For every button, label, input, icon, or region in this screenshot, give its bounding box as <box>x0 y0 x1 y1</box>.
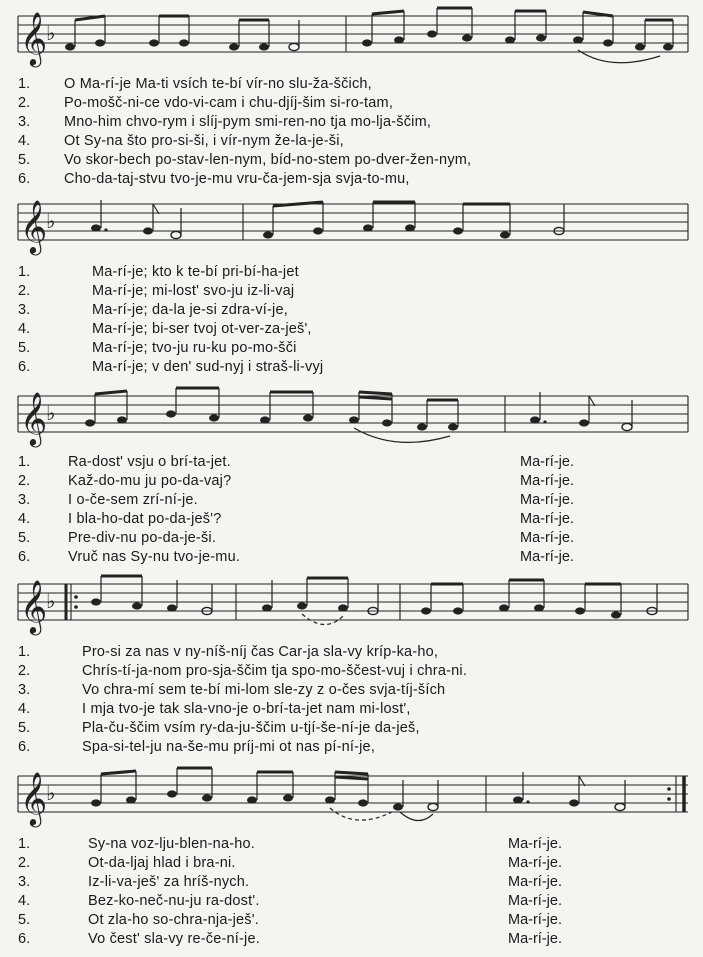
verse-line <box>0 170 703 189</box>
lyric-text: Cho-da-taj-stvu tvo-je-mu vru-ča-jem-sja svja-to-mu, <box>64 171 410 187</box>
refrain-text: Ma-rí-je. <box>508 855 562 871</box>
svg-text:♭: ♭ <box>46 209 56 233</box>
lyric-text: Vo chra-mí sem te-bí mi-lom sle-zy z o-čes svja-tíj-ších <box>82 682 446 698</box>
verse-number: 5. <box>18 152 31 168</box>
verse-number: 1. <box>18 454 31 470</box>
staff-4 <box>0 568 703 638</box>
lyric-text: I bla-ho-dat po-da-ješ'? <box>68 511 222 527</box>
verse-number: 2. <box>18 855 31 871</box>
refrain-text: Ma-rí-je. <box>520 454 574 470</box>
verse-number: 6. <box>18 739 31 755</box>
svg-text:♭: ♭ <box>46 21 56 45</box>
staff-notation-2 <box>0 190 703 258</box>
lyric-text: Ot zla-ho so-chra-nja-ješ'. <box>88 912 259 928</box>
verse-line <box>0 301 703 320</box>
staff-notation-5 <box>0 762 703 830</box>
lyric-text: Iz-li-va-ješ' za hríš-nych. <box>88 874 250 890</box>
verse-line <box>0 643 703 662</box>
svg-text:𝄞: 𝄞 <box>20 579 48 633</box>
verse-line <box>0 892 703 911</box>
verse-number: 2. <box>18 473 31 489</box>
verse-number: 2. <box>18 95 31 111</box>
verse-line <box>0 719 703 738</box>
verse-line <box>0 491 703 510</box>
verse-number: 5. <box>18 720 31 736</box>
verse-line <box>0 681 703 700</box>
verse-line <box>0 282 703 301</box>
verse-number: 3. <box>18 302 31 318</box>
lyric-text: Ma-rí-je; kto k te-bí pri-bí-ha-jet <box>92 264 299 280</box>
refrain-text: Ma-rí-je. <box>508 874 562 890</box>
refrain-text: Ma-rí-je. <box>508 836 562 852</box>
refrain-text: Ma-rí-je. <box>508 931 562 947</box>
lyric-text: Pro-si za nas v ny-níš-níj čas Car-ja sla-vy kríp-ka-ho, <box>82 644 439 660</box>
verse-number: 3. <box>18 682 31 698</box>
verse-line <box>0 453 703 472</box>
lyric-text: Ma-rí-je; tvo-ju ru-ku po-mo-šči <box>92 340 297 356</box>
refrain-text: Ma-rí-je. <box>520 549 574 565</box>
svg-text:𝄞: 𝄞 <box>20 199 48 253</box>
verse-number: 2. <box>18 663 31 679</box>
staff-3 <box>0 380 703 448</box>
lyric-text: Po-mošč-ni-ce vdo-vi-cam i chu-djíj-šim si-ro-tam, <box>64 95 394 111</box>
verse-number: 4. <box>18 893 31 909</box>
lyric-text: I o-če-sem zrí-ní-je. <box>68 492 198 508</box>
verse-number: 3. <box>18 492 31 508</box>
verse-line <box>0 151 703 170</box>
staff-2 <box>0 190 703 258</box>
lyric-text: Sy-na voz-lju-blen-na-ho. <box>88 836 255 852</box>
lyrics-block-1 <box>0 75 703 189</box>
svg-text:♭: ♭ <box>46 781 56 805</box>
lyric-text: Ma-rí-je; v den' sud-nyj i straš-li-vyj <box>92 359 324 375</box>
verse-line <box>0 873 703 892</box>
verse-number: 6. <box>18 171 31 187</box>
verse-line <box>0 529 703 548</box>
verse-number: 1. <box>18 836 31 852</box>
lyrics-block-2 <box>0 263 703 377</box>
lyrics-block-4 <box>0 643 703 757</box>
verse-line <box>0 854 703 873</box>
refrain-text: Ma-rí-je. <box>508 912 562 928</box>
lyric-text: Bez-ko-neč-nu-ju ra-dost'. <box>88 893 260 909</box>
verse-number: 2. <box>18 283 31 299</box>
verse-number: 4. <box>18 701 31 717</box>
verse-number: 3. <box>18 874 31 890</box>
verse-line <box>0 339 703 358</box>
staff-1 <box>0 0 703 70</box>
refrain-text: Ma-rí-je. <box>520 492 574 508</box>
lyric-text: Ot Sy-na što pro-si-ši, i vír-nym že-la-je-ši, <box>64 133 344 149</box>
lyric-text: Ot-da-ljaj hlad i bra-ni. <box>88 855 236 871</box>
verse-line <box>0 700 703 719</box>
lyric-text: Spa-si-tel-ju na-še-mu príj-mi ot nas pí-ní-je, <box>82 739 376 755</box>
staff-notation-3 <box>0 380 703 448</box>
lyric-text: Ra-dost' vsju o brí-ta-jet. <box>68 454 231 470</box>
verse-line <box>0 113 703 132</box>
svg-text:𝄞: 𝄞 <box>20 391 48 445</box>
lyric-text: Pre-div-nu po-da-je-ši. <box>68 530 217 546</box>
verse-line <box>0 75 703 94</box>
verse-number: 1. <box>18 644 31 660</box>
verse-number: 4. <box>18 321 31 337</box>
verse-line <box>0 548 703 567</box>
refrain-text: Ma-rí-je. <box>520 530 574 546</box>
lyric-text: Ma-rí-je; da-la je-si zdra-ví-je, <box>92 302 288 318</box>
verse-line <box>0 510 703 529</box>
verse-number: 5. <box>18 340 31 356</box>
verse-line <box>0 835 703 854</box>
lyrics-block-5 <box>0 835 703 949</box>
verse-line <box>0 472 703 491</box>
lyric-text: Mno-him chvo-rym i slíj-pym smi-ren-no tja mo-lja-ščim, <box>64 114 432 130</box>
verse-line <box>0 662 703 681</box>
verse-line <box>0 94 703 113</box>
verse-line <box>0 738 703 757</box>
verse-line <box>0 358 703 377</box>
lyrics-block-3 <box>0 453 703 567</box>
verse-line <box>0 263 703 282</box>
verse-line <box>0 911 703 930</box>
lyric-text: Vo skor-bech po-stav-len-nym, bíd-no-stem po-dver-žen-nym, <box>64 152 472 168</box>
lyric-text: Ma-rí-je; mi-lost' svo-ju iz-li-vaj <box>92 283 295 299</box>
verse-number: 5. <box>18 530 31 546</box>
verse-number: 1. <box>18 76 31 92</box>
verse-number: 6. <box>18 549 31 565</box>
lyric-text: Vruč nas Sy-nu tvo-je-mu. <box>68 549 241 565</box>
verse-number: 4. <box>18 511 31 527</box>
svg-text:♭: ♭ <box>46 589 56 613</box>
lyric-text: Ma-rí-je; bi-ser tvoj ot-ver-za-ješ', <box>92 321 312 337</box>
svg-text:♭: ♭ <box>46 401 56 425</box>
verse-number: 6. <box>18 931 31 947</box>
lyric-text: O Ma-rí-je Ma-ti vsích te-bí vír-no slu-ža-ščich, <box>64 76 372 92</box>
svg-text:𝄞: 𝄞 <box>20 771 48 825</box>
verse-number: 1. <box>18 264 31 280</box>
verse-number: 3. <box>18 114 31 130</box>
lyric-text: Kaž-do-mu ju po-da-vaj? <box>68 473 232 489</box>
lyric-text: Vo čest' sla-vy re-če-ní-je. <box>88 931 260 947</box>
lyric-text: I mja tvo-je tak sla-vno-je o-brí-ta-jet nam mi-lost', <box>82 701 411 717</box>
svg-text:𝄞: 𝄞 <box>20 11 48 65</box>
verse-number: 4. <box>18 133 31 149</box>
verse-line <box>0 320 703 339</box>
refrain-text: Ma-rí-je. <box>508 893 562 909</box>
refrain-text: Ma-rí-je. <box>520 473 574 489</box>
refrain-text: Ma-rí-je. <box>520 511 574 527</box>
staff-notation-4 <box>0 568 703 638</box>
staff-notation-1 <box>0 0 703 70</box>
verse-line <box>0 132 703 151</box>
lyric-text: Chrís-tí-ja-nom pro-sja-ščim tja spo-mo-ščest-vuj i chra-ni. <box>82 663 468 679</box>
verse-number: 5. <box>18 912 31 928</box>
verse-line <box>0 930 703 949</box>
lyric-text: Pla-ču-ščim vsím ry-da-ju-ščim u-tjí-še-ní-je da-ješ, <box>82 720 420 736</box>
verse-number: 6. <box>18 359 31 375</box>
staff-5 <box>0 762 703 830</box>
